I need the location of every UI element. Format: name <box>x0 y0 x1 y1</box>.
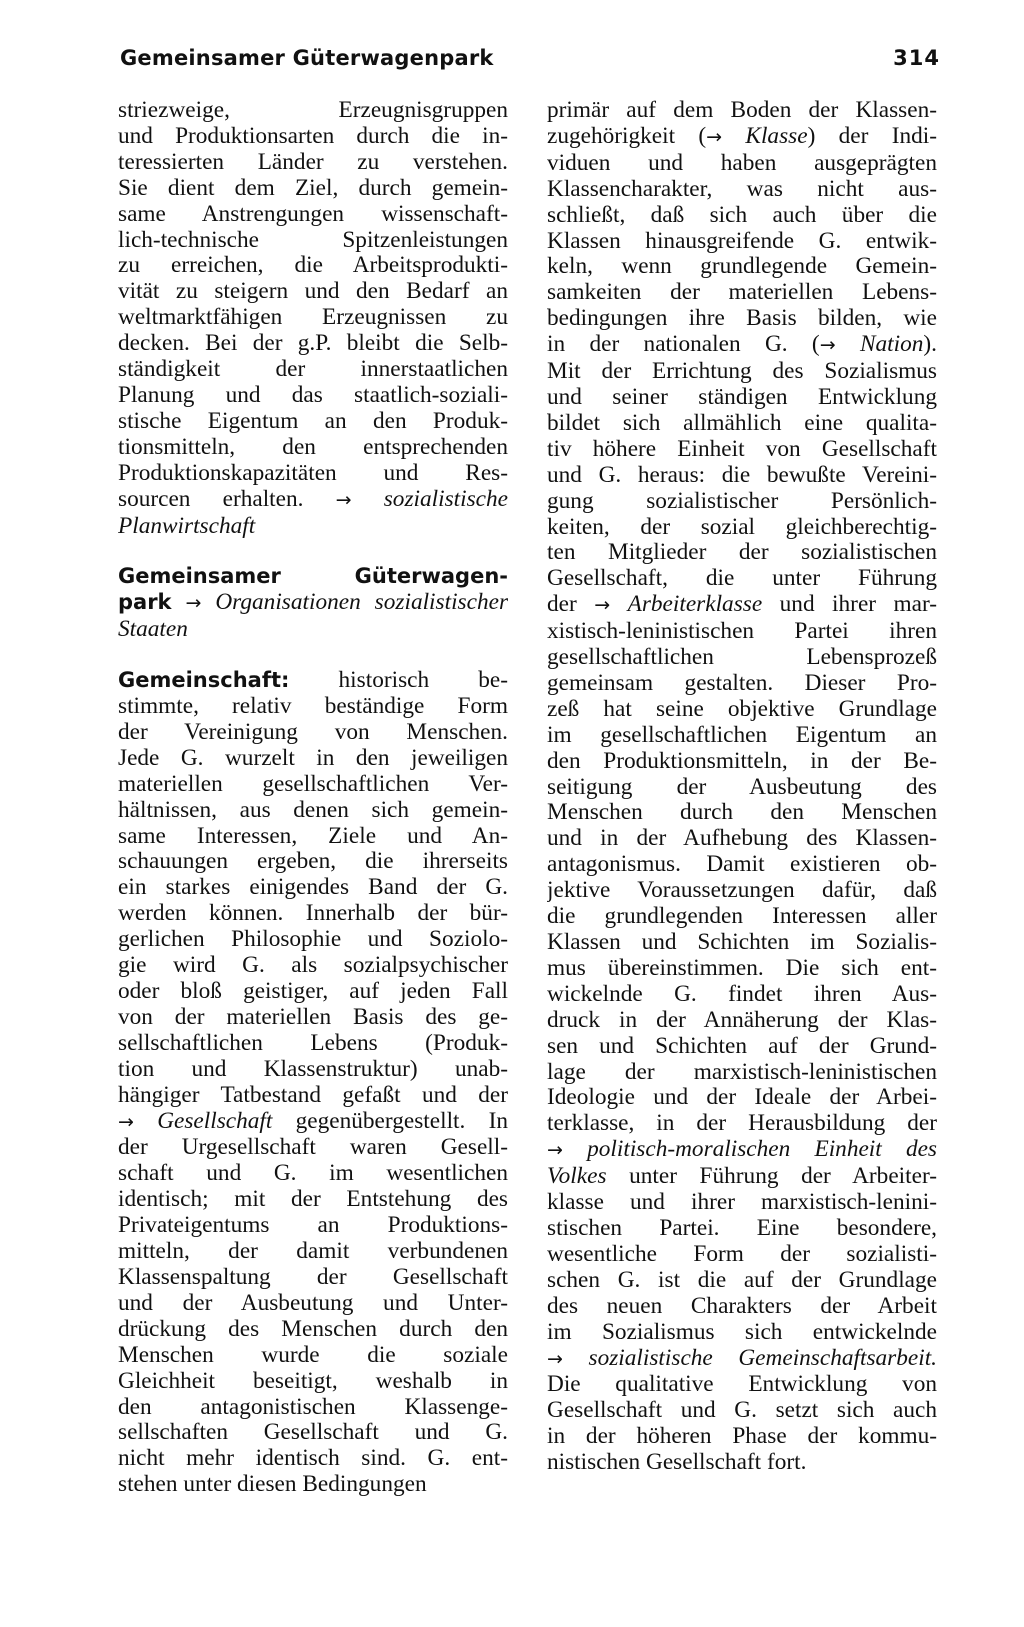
cross-reference-arrow: → <box>118 1110 134 1133</box>
text-line: stehen unter diesen Bedingungen <box>118 1472 427 1498</box>
text-line: klasse und ihrer marxistisch-lenini- <box>547 1190 937 1216</box>
cross-reference-arrow: → <box>706 125 723 148</box>
text-line: same Interessen, Ziele und An- <box>118 823 508 849</box>
text-line: werden können. Innerhalb der bür- <box>118 901 508 927</box>
text-line: stimmte, relativ beständige Form <box>118 694 508 720</box>
text-line: Die qualitative Entwicklung von <box>547 1372 937 1398</box>
text-line: vität zu steigern und den Bedarf an <box>118 279 508 305</box>
text-line: den antagonistischen Klassenge- <box>118 1394 508 1420</box>
cross-reference: Volkes <box>547 1164 607 1190</box>
cross-reference-arrow: → <box>594 594 611 617</box>
text-line: → Gesellschaft gegenübergestellt. In <box>118 1108 508 1134</box>
text-line: tion und Klassenstruktur) unab- <box>118 1056 508 1082</box>
text-line: mus übereinstimmen. Die sich ent- <box>547 955 937 981</box>
text-line: Gesellschaft und G. setzt sich auch <box>547 1398 937 1424</box>
text-line: Klassencharakter, was nicht aus- <box>547 176 937 202</box>
text-line: Klassen und Schichten im Sozialis- <box>547 930 937 955</box>
cross-reference: Planwirtschaft <box>118 513 256 539</box>
page-number: 314 <box>893 46 940 70</box>
text-line: samkeiten der materiellen Lebens- <box>547 280 937 306</box>
cross-reference-arrow: → <box>547 1347 563 1370</box>
text-line <box>118 617 508 643</box>
entry-gemeinschaft <box>118 668 508 1498</box>
cross-reference-arrow: → <box>335 488 352 511</box>
text-line: und G. heraus: die bewußte Vereini- <box>547 462 937 488</box>
text-line: oder bloß geistiger, auf jeden Fall <box>118 979 508 1004</box>
text-line: der → Arbeiterklasse und ihrer mar- <box>547 592 937 618</box>
text-line: striezweige, Erzeugnisgruppen <box>118 98 508 123</box>
text-line: gung sozialistischer Persönlich- <box>547 488 937 514</box>
text-line: der Vereinigung von Menschen. <box>118 719 508 745</box>
text-line: weltmarktfähigen Erzeugnissen zu <box>118 305 508 331</box>
text-line <box>547 1137 937 1164</box>
text-line <box>547 1346 937 1373</box>
text-line: Gesellschaft, die unter Führung <box>547 566 937 592</box>
text-line: keiten, der sozial gleichberechtig- <box>547 514 937 540</box>
text-line: zu erreichen, die Arbeitsprodukti- <box>118 253 508 279</box>
text-line: zugehörigkeit (→ Klasse) der Indi- <box>547 123 937 149</box>
text-line: primär auf dem Boden der Klassen- <box>547 98 937 123</box>
cross-reference: politisch-moralischen Einheit des <box>587 1137 937 1163</box>
text-line: hältnissen, aus denen sich gemein- <box>118 797 508 823</box>
text-line: druck in der Annäherung der Klas- <box>547 1007 937 1033</box>
text-line: zeß hat seine objektive Grundlage <box>547 696 937 722</box>
text-line: sen und Schichten auf der Grund- <box>547 1033 937 1059</box>
text-line: Klassen hinausgreifende G. entwik- <box>547 228 937 254</box>
text-line: same Anstrengungen wissenschaft- <box>118 201 508 227</box>
text-line: im gesellschaftlichen Eigentum an <box>547 722 937 748</box>
text-line: wesentliche Form der sozialisti- <box>547 1241 937 1267</box>
text-line: gie wird G. als sozialpsychischer <box>118 953 508 979</box>
text-line: lich-technische Spitzenleistungen <box>118 227 508 253</box>
text-line: gerlichen Philosophie und Soziolo- <box>118 927 508 953</box>
cross-reference: Organisationen sozialistischer <box>215 590 508 616</box>
text-line: Klassenspaltung der Gesellschaft <box>118 1264 508 1290</box>
text-line: terklasse, in der Herausbildung der <box>547 1111 937 1137</box>
cross-reference: Arbeiterklasse <box>627 592 763 618</box>
text-line: Planung und das staatlich-soziali- <box>118 382 508 408</box>
text-line: jektive Voraussetzungen dafür, daß <box>547 878 937 904</box>
text-line: in der nationalen G. (→ Nation). <box>547 332 937 358</box>
text-line: Sie dient dem Ziel, durch gemein- <box>118 175 508 201</box>
text-line: stische Eigentum an den Produk- <box>118 408 508 434</box>
text-line: identisch; mit der Entstehung des <box>118 1187 508 1213</box>
text-line: und der Ausbeutung und Unter- <box>118 1290 508 1316</box>
entry-gemeinsamer-gueterwagenpark <box>118 564 508 643</box>
text-line: ein starkes einigendes Band der G. <box>118 875 508 901</box>
text-line: stischen Partei. Eine besondere, <box>547 1215 937 1241</box>
text-line: und in der Aufhebung des Klassen- <box>547 826 937 852</box>
text-line: drückung des Menschen durch den <box>118 1316 508 1342</box>
running-head: Gemeinsamer Güterwagenpark <box>120 46 494 70</box>
text-line: und Produktionsarten durch die in- <box>118 123 508 149</box>
text-line: und seiner ständigen Entwicklung <box>547 384 937 410</box>
cross-reference: Staaten <box>118 617 188 643</box>
text-line: bildet sich allmählich eine qualita- <box>547 410 937 436</box>
cross-reference-arrow: → <box>547 1139 563 1162</box>
entry-headword: Gemeinsamer Güterwagen- <box>118 564 508 589</box>
text-line: sellschaften Gesellschaft und G. <box>118 1420 508 1446</box>
text-line: materiellen gesellschaftlichen Ver- <box>118 771 508 797</box>
cross-reference: Klasse <box>745 123 808 149</box>
text-line: mitteln, der damit verbundenen <box>118 1239 508 1265</box>
text-line: sellschaftlichen Lebens (Produk- <box>118 1030 508 1056</box>
right-column <box>547 98 937 1476</box>
text-line: schaft und G. im wesentlichen <box>118 1161 508 1187</box>
text-line: tionsmitteln, den entsprechenden <box>118 434 508 460</box>
text-line: Privateigentums an Produktions- <box>118 1213 508 1239</box>
text-line: des neuen Charakters der Arbeit <box>547 1293 937 1319</box>
text-line: Mit der Errichtung des Sozialismus <box>547 359 937 385</box>
text-line <box>118 514 508 540</box>
entry-headword: park <box>118 590 172 615</box>
left-column <box>118 98 508 1498</box>
text-line: xistisch-leninistischen Partei ihren <box>547 619 937 645</box>
text-line: von der materiellen Basis des ge- <box>118 1004 508 1030</box>
text-line: Produktionskapazitäten und Res- <box>118 460 508 486</box>
text-line: schauungen ergeben, die ihrerseits <box>118 849 508 875</box>
text-line: Ideologie und der Ideale der Arbei- <box>547 1085 937 1111</box>
text-line: gesellschaftlichen Lebensprozeß <box>547 645 937 671</box>
text-line: bedingungen ihre Basis bilden, wie <box>547 306 937 332</box>
text-line: antagonismus. Damit existieren ob- <box>547 852 937 878</box>
entry-continuation <box>118 98 508 539</box>
text-line: sourcen erhalten. → sozialistische <box>118 486 508 512</box>
text-line: der Urgesellschaft waren Gesell- <box>118 1135 508 1161</box>
text-line: Menschen durch den Menschen <box>547 800 937 826</box>
text-line: seitigung der Ausbeutung des <box>547 774 937 800</box>
text-line: nicht mehr identisch sind. G. ent- <box>118 1446 508 1472</box>
cross-reference-arrow: → <box>819 334 836 357</box>
text-line: teressierten Länder zu verstehen. <box>118 149 508 175</box>
text-line: Menschen wurde die soziale <box>118 1342 508 1368</box>
text-line: tiv höhere Einheit von Gesellschaft <box>547 436 937 462</box>
text-line: viduen und haben ausgeprägten <box>547 150 937 176</box>
text-line: ten Mitglieder der sozialistischen <box>547 540 937 566</box>
cross-reference: sozialistische Gemeinschaftsarbeit. <box>588 1345 937 1371</box>
text-line: lage der marxistisch-leninistischen <box>547 1059 937 1085</box>
entry-headword-line <box>118 564 508 590</box>
text-line: ständigkeit der innerstaatlichen <box>118 357 508 383</box>
text-line: Jede G. wurzelt in den jeweiligen <box>118 745 508 771</box>
entry-headword-line: Gemeinschaft: historisch be- <box>118 668 508 694</box>
page-header <box>120 46 940 80</box>
text-line: nistischen Gesellschaft fort. <box>547 1450 807 1476</box>
text-line: schen G. ist die auf der Grundlage <box>547 1267 937 1293</box>
text-line: in der höheren Phase der kommu- <box>547 1424 937 1450</box>
text-line: Gleichheit beseitigt, weshalb in <box>118 1368 508 1394</box>
entry-headword: Gemeinschaft: <box>118 668 290 693</box>
cross-reference-arrow: → <box>185 592 202 615</box>
cross-reference: Gesellschaft <box>157 1108 273 1134</box>
text-line: hängiger Tatbestand gefaßt und der <box>118 1082 508 1108</box>
text-line: wickelnde G. findet ihren Aus- <box>547 981 937 1007</box>
text-line <box>118 590 508 617</box>
text-line: die grundlegenden Interessen aller <box>547 904 937 930</box>
text-line: gemeinsam gestalten. Dieser Pro- <box>547 670 937 696</box>
text-line: decken. Bei der g.P. bleibt die Selb- <box>118 331 508 357</box>
text-line: den Produktionsmitteln, in der Be- <box>547 748 937 774</box>
cross-reference: Nation <box>859 332 924 358</box>
text-line: im Sozialismus sich entwickelnde <box>547 1319 937 1345</box>
text-line: schließt, daß sich auch über die <box>547 202 937 228</box>
cross-reference: sozialistische <box>383 486 508 512</box>
text-line: keln, wenn grundlegende Gemein- <box>547 254 937 280</box>
text-line: Volkes unter Führung der Arbeiter- <box>547 1164 937 1190</box>
